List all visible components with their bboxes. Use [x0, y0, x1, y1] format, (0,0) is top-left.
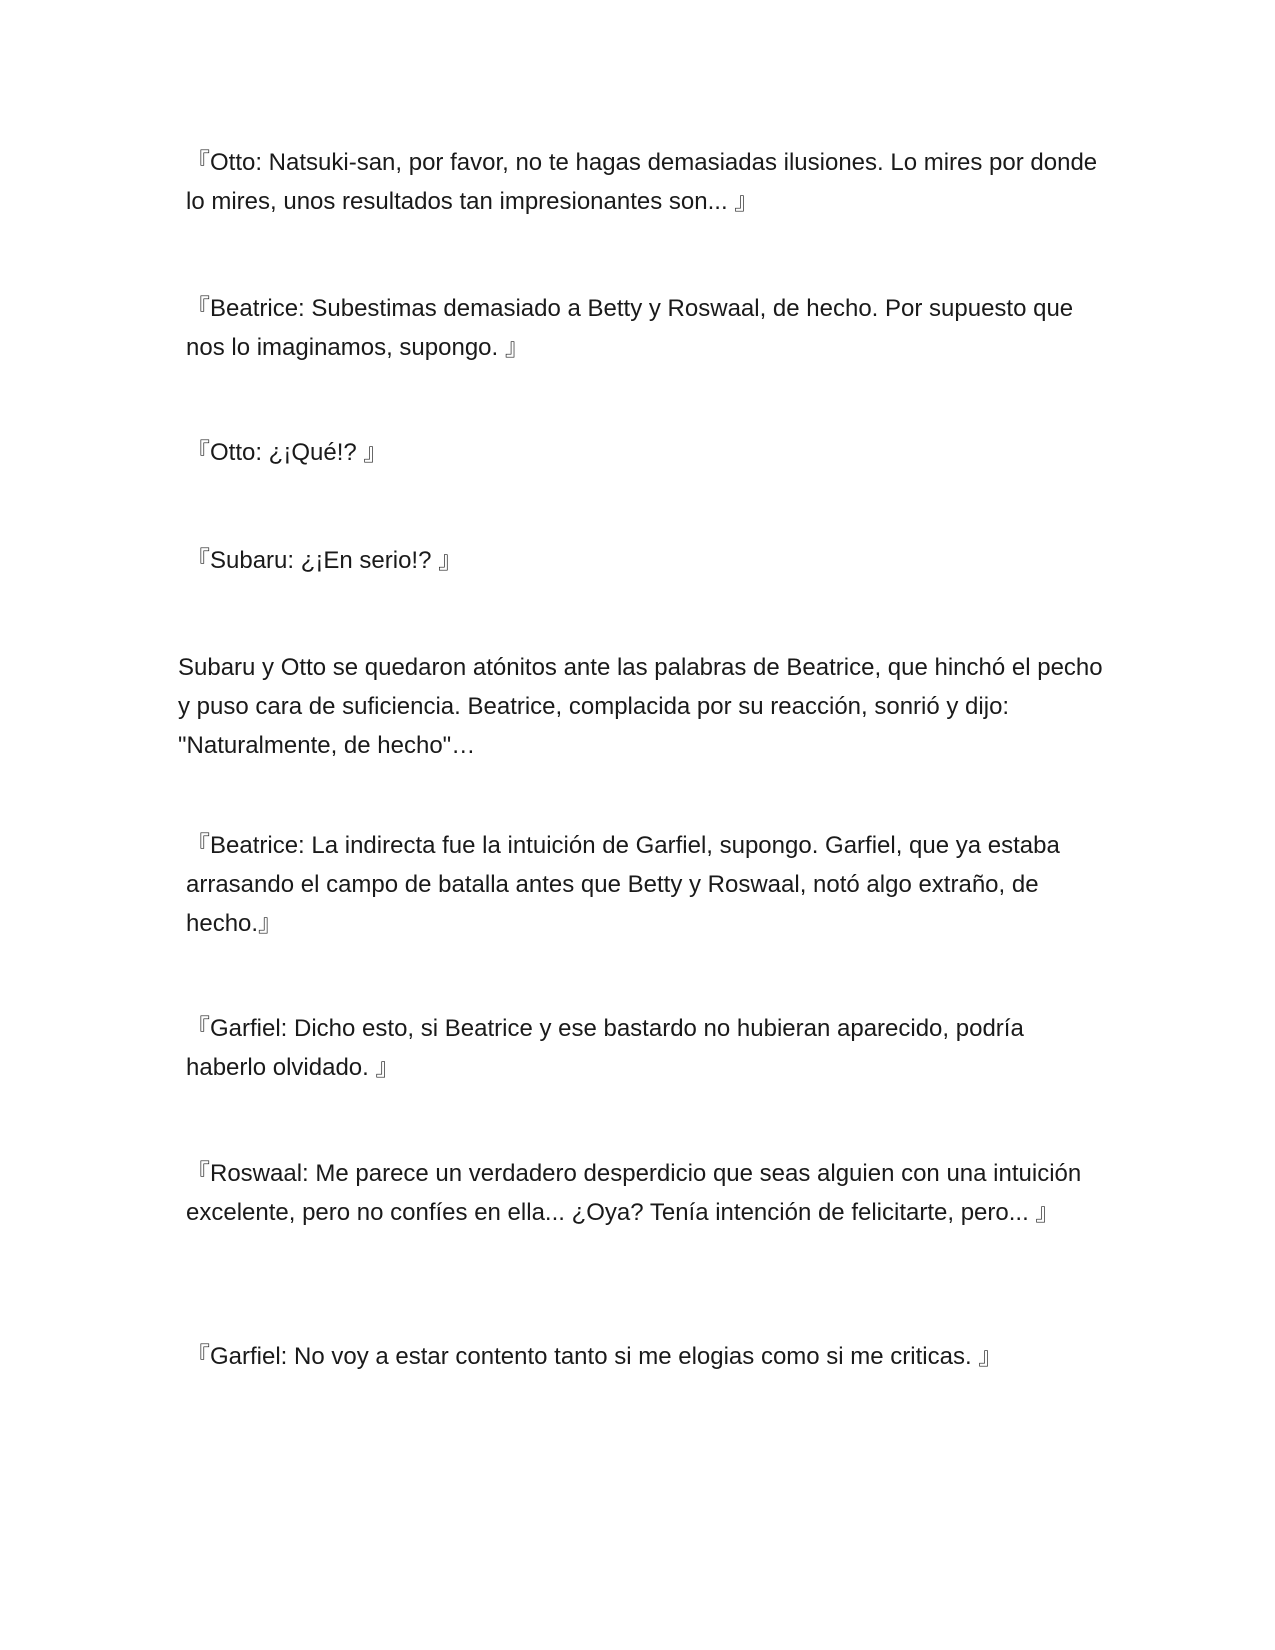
dialogue-otto-1: 『Otto: Natsuki-san, por favor, no te hagas demasiadas ilusiones. Lo mires por donde lo mires, unos resultados tan impresionantes son... 』 — [186, 149, 1098, 215]
dialogue-beatrice-1: 『Beatrice: Subestimas demasiado a Betty y Roswaal, de hecho. Por supuesto que nos lo imaginamos, supongo. 』 — [186, 295, 1074, 361]
narration-paragraph: Subaru y Otto se quedaron atónitos ante las palabras de Beatrice, que hinchó el pecho y puso cara de suficiencia. Beatrice, complacida por su reacción, sonrió y dijo: "Naturalmente, de hecho"… — [178, 654, 1103, 759]
dialogue-garfiel-1: 『Garfiel: Dicho esto, si Beatrice y ese bastardo no hubieran aparecido, podría haberlo olvidado. 』 — [186, 1015, 1024, 1081]
dialogue-otto-2: 『Otto: ¿¡Qué!? 』 — [186, 439, 388, 466]
dialogue-garfiel-2: 『Garfiel: No voy a estar contento tanto si me elogias como si me criticas. 』 — [186, 1343, 1003, 1370]
dialogue-beatrice-2: 『Beatrice: La indirecta fue la intuición de Garfiel, supongo. Garfiel, que ya estaba arrasando el campo de batalla antes que Betty y Roswaal, notó algo extraño, de hecho.』 — [186, 832, 1060, 937]
dialogue-subaru-1: 『Subaru: ¿¡En serio!? 』 — [186, 547, 463, 574]
dialogue-roswaal-1: 『Roswaal: Me parece un verdadero desperdicio que seas alguien con una intuición excelente, pero no confíes en ella... ¿Oya? Tenía intención de felicitarte, pero... 』 — [186, 1160, 1082, 1226]
